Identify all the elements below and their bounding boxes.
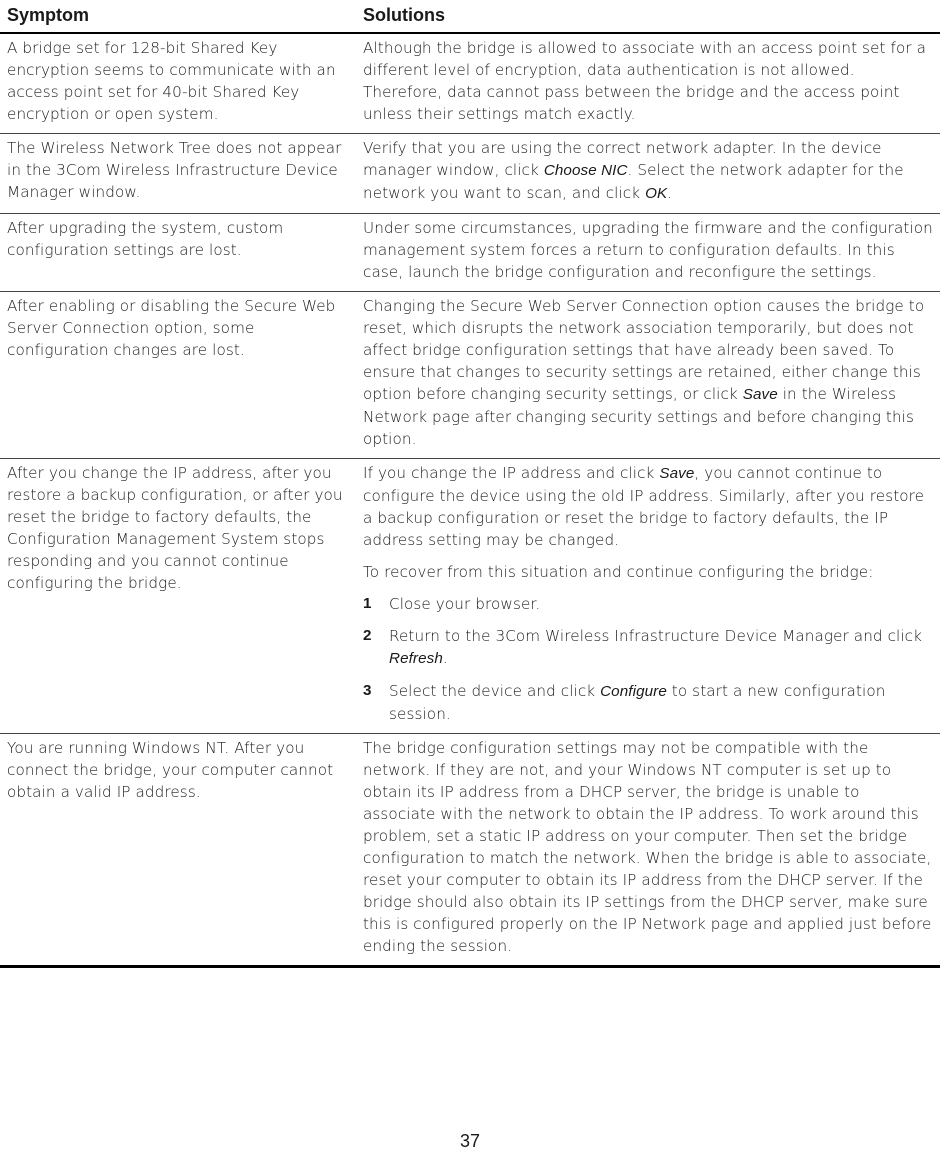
table-row	[0, 214, 940, 292]
symptom-cell: After enabling or disabling the Secure Web Server Connection option, some configuration changes are lost.	[7, 297, 336, 359]
solution-cell: Although the bridge is allowed to associate with an access point set for a different level of encryption, data authentication is not allowed. Therefore, data cannot pass between the bridge and the access point unless their settings match exactly.	[363, 39, 927, 123]
solution-cell: Under some circumstances, upgrading the firmware and the configuration management system forces a return to configuration defaults. In this case, launch the bridge configuration and reconfigure the settings.	[363, 219, 933, 281]
save-term: Save	[742, 386, 778, 403]
step-text	[389, 625, 936, 670]
table-row	[0, 34, 940, 134]
step-item	[363, 680, 936, 725]
step-number: 1	[363, 595, 372, 612]
step-item	[363, 593, 936, 615]
table-row	[0, 292, 940, 459]
step-text	[389, 680, 936, 725]
choose-nic-term: Choose NIC	[543, 162, 628, 179]
solution-cell	[363, 292, 940, 458]
solution-cell	[363, 134, 940, 213]
solution-text: in the Wireless Network page after changing security settings and before changing this option.	[363, 385, 914, 448]
symptom-cell: The Wireless Network Tree does not appear in the 3Com Wireless Infrastructure Device Manager window.	[7, 139, 342, 201]
solutions-heading: Solutions	[363, 5, 445, 25]
symptom-cell: After you change the IP address, after you restore a backup configuration, or after you reset the bridge to factory defaults, the Configuration Management System stops responding and you cannot continue configuring the bridge.	[7, 464, 343, 592]
step-text-part: Select the device and click	[389, 682, 601, 700]
step-text-part: Close your browser.	[389, 595, 541, 613]
configure-term: Configure	[600, 683, 667, 700]
ok-term: OK	[645, 185, 668, 202]
step-text-part: .	[442, 649, 448, 667]
page-number: 37	[459, 1131, 481, 1151]
solution-paragraph: To recover from this situation and continue configuring the bridge:	[363, 563, 874, 581]
table-header	[0, 0, 940, 34]
solution-text: , you cannot continue to configure the device using the old IP address. Similarly, after you restore a backup configuration or reset the bridge to factory defaults, the IP address setting may be changed.	[363, 464, 925, 549]
solution-text: .	[667, 184, 673, 202]
solution-cell	[363, 459, 940, 733]
step-text-part: Return to the 3Com Wireless Infrastructure Device Manager and click	[389, 627, 923, 645]
table-row	[0, 734, 940, 968]
symptom-cell: After upgrading the system, custom configuration settings are lost.	[7, 219, 284, 259]
refresh-term: Refresh	[389, 650, 443, 667]
solution-paragraph	[363, 462, 936, 551]
symptom-cell: You are running Windows NT. After you connect the bridge, your computer cannot obtain a valid IP address.	[7, 739, 334, 801]
table-row	[0, 134, 940, 214]
step-item	[363, 625, 936, 670]
symptom-heading: Symptom	[7, 5, 90, 25]
solution-text: If you change the IP address and click	[363, 464, 660, 482]
step-text	[389, 593, 936, 615]
table-row	[0, 459, 940, 734]
step-number: 2	[363, 627, 372, 644]
solution-text: Changing the Secure Web Server Connection option causes the bridge to reset, which disrupts the network association temporarily, but does not affect bridge configuration settings that have already been saved. To ensure that changes to security settings are retained, either change this option before changing security settings, or click	[363, 297, 925, 403]
step-text-part: to start a new configuration session.	[389, 682, 886, 723]
save-term: Save	[659, 465, 695, 482]
symptom-cell: A bridge set for 128-bit Shared Key encryption seems to communicate with an access point set for 40-bit Shared Key encryption or open system.	[7, 39, 336, 123]
solution-text: . Select the network adapter for the network you want to scan, and click	[363, 161, 904, 202]
solution-cell: The bridge configuration settings may not be compatible with the network. If they are not, and your Windows NT computer is set up to obtain its IP address from a DHCP server, the bridge is unable to associate with the network to obtain the IP address. To work around this problem, set a static IP address on your computer. Then set the bridge configuration to match the network. When the bridge is able to associate, reset your computer to obtain its IP address from the DHCP server. If the bridge should also obtain its IP settings from the DHCP server, make sure this is configured properly on the IP Network page and applied just before ending the session.	[363, 739, 932, 955]
step-number: 3	[363, 682, 372, 699]
solution-text: Verify that you are using the correct network adapter. In the device manager window, click	[363, 139, 882, 179]
